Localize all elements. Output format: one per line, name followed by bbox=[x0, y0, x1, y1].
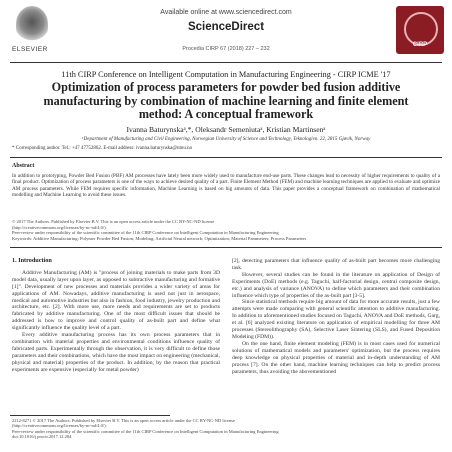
copyright-line: © 2017 The Authors. Published by Elsevier B.V. This is an open access article under the CC BY-NC-ND license bbox=[12, 219, 215, 224]
corresponding-author: * Corresponding author. Tel.: +47 47752862. E-mail address: ivanna.baturynska@ntnu.no bbox=[12, 146, 193, 151]
conference-name: 11th CIRP Conference on Intelligent Computation in Manufacturing Engineering - CIRP ICME '17 bbox=[61, 70, 391, 79]
footer-block bbox=[12, 418, 440, 439]
cirp-logo bbox=[396, 6, 444, 54]
header-rule bbox=[10, 62, 442, 63]
footer-line: (http://creativecommons.org/licenses/by-nc-nd/4.0/). bbox=[12, 423, 107, 429]
cirp-ring-icon bbox=[404, 12, 438, 46]
copyright-line: Peer-review under responsibility of the scientific committee of the 11th CIRP Conference on Intelligent Computation in Manufacturing Engineering bbox=[12, 230, 279, 235]
paragraph: Since statistical methods require big amount of data for more accurate results, just a few attempts were made comparing with general scientific attention to additive manufacturing. In addition to aforementioned studies focused on Taguchi, ANOVA and DoE methods, Garg, et al. [6] analyzed existing literature on application of empirical modelling for three AM processes (Stereolithography (SA), Selective Laser Sintering (SLS), and Fused Deposition Modeling (FDM)). bbox=[232, 299, 440, 340]
elsevier-wordmark: ELSEVIER bbox=[12, 46, 48, 53]
abstract-text: In addition to prototyping, Powder Bed Fusion (PBF) AM processes have lately been more widely used to manufacture end-use parts. These changes lead to necessity of higher requirements to quality of a final product. Optimization of process parameters is one of the ways to achieve desired quality of a part. Finite Element Method (FEM) and machine learning techniques are applied to evaluate and optimize AM process parameters. While FEM requires specific information, Machine Learning is based on big amounts of data. This paper provides a conceptual framework on combination of mathematical modelling and Machine Learning to avoid these issues. bbox=[12, 173, 440, 198]
abstract-heading: Abstract bbox=[12, 163, 35, 169]
page-header bbox=[0, 0, 452, 64]
journal-reference: Procedia CIRP 67 (2018) 227 – 232 bbox=[182, 46, 270, 52]
footer-rule bbox=[10, 415, 170, 416]
available-online: Available online at www.sciencedirect.com bbox=[160, 9, 292, 16]
cirp-logo-text: CIRP bbox=[412, 42, 428, 48]
title-line: Optimization of process parameters for powder bed fusion additive bbox=[51, 80, 401, 94]
keywords: Keywords: Additive Manufacturing; Polymer Powder Bed Fusion; Modeling; Artificial Neural network; Optimization; Material Parameters; Process Parameters bbox=[12, 236, 307, 241]
abstract-top-rule bbox=[10, 157, 442, 158]
paragraph: However, several studies can be found in the literature on application of Design of Experiments (DoE) methods (e.g. Taguchi, half-factorial design, central composite design, etc.) and analysis of variance (ANOVA) to define which parameters and their combination influence which type of properties of the as-built part [3-5]. bbox=[232, 271, 440, 299]
paragraph: Additive Manufacturing (AM) is "process of joining materials to make parts from 3D model data, usually layer upon layer, as opposed to subtractive manufacturing and formative [1]". Development of new processes and materials provides a wider variety of areas for applications of AM. Nowadays, additive manufacturing is used not just in aerospace, medical and automotive industries but also in fashion, food industry, jewelry production and architecture, etc. [2]. With more use, more needs and requirements are set to products fabricated by additive manufacturing. One of the most difficult issues that should be addressed is how to improve and control quality of as-built part and define what significantly influence the quality level of a part. bbox=[12, 269, 220, 332]
column-right bbox=[232, 258, 440, 375]
title-line: manufacturing by combination of machine learning and finite element bbox=[43, 93, 409, 108]
title-line: method: A conceptual framework bbox=[138, 107, 314, 121]
abstract-bottom-rule bbox=[10, 247, 442, 248]
section-heading: 1. Introduction bbox=[12, 257, 52, 264]
paragraph: Every additive manufacturing process has its own process parameters that in combination with material properties and environmental conditions influence quality of fabricated parts. Experimentally through the observation, it is very difficult to define those parameters and their combinations, which have the most impact on engineering (mechanical, physical and material) properties of the product. In addition, by the reason that practical experiments are expensive (especially for metal powder) bbox=[12, 332, 220, 373]
paragraph: On the one hand, finite element modeling (FEM) is in most cases used for numerical solutions of mathematical models and parameters' optimization, but the process requires deep knowledge on physical properties of material and in-depth understanding of AM process [7]. On the other hand, machine learning techniques can help to predict process parameters, thus avoiding the abovementioned bbox=[232, 340, 440, 375]
footer-line: 2212-8271 © 2017 The Authors. Published by Elsevier B.V. This is an open access article under the CC BY-NC-ND license bbox=[12, 418, 235, 423]
footer-line: Peer-review under responsibility of the scientific committee of the 11th CIRP Conference on Intelligent Computation in Manufacturing Engineering bbox=[12, 428, 279, 434]
doi: doi:10.1016/j.procir.2017.12.204 bbox=[12, 433, 72, 439]
column-left bbox=[12, 258, 220, 374]
author-list: Ivanna Baturynskaᵃ,*, Oleksandr Semeniutaᵃ, Kristian Martinsenᵃ bbox=[126, 125, 326, 134]
paragraph: [2], detecting parameters that influence quality of as-built part becomes more challenging task. bbox=[232, 258, 440, 271]
copyright-line: (http://creativecommons.org/licenses/by-nc-nd/4.0/). bbox=[12, 224, 107, 230]
affiliation: ᵃDepartment of Manufacturing and Civil Engineering, Norwegian University of Science and Technology, Teknologivn. 22, 2815 Gjøvik, Norway bbox=[81, 137, 371, 142]
paper-title bbox=[40, 81, 412, 122]
copyright-block bbox=[12, 219, 440, 236]
sciencedirect-title: ScienceDirect bbox=[187, 21, 265, 33]
